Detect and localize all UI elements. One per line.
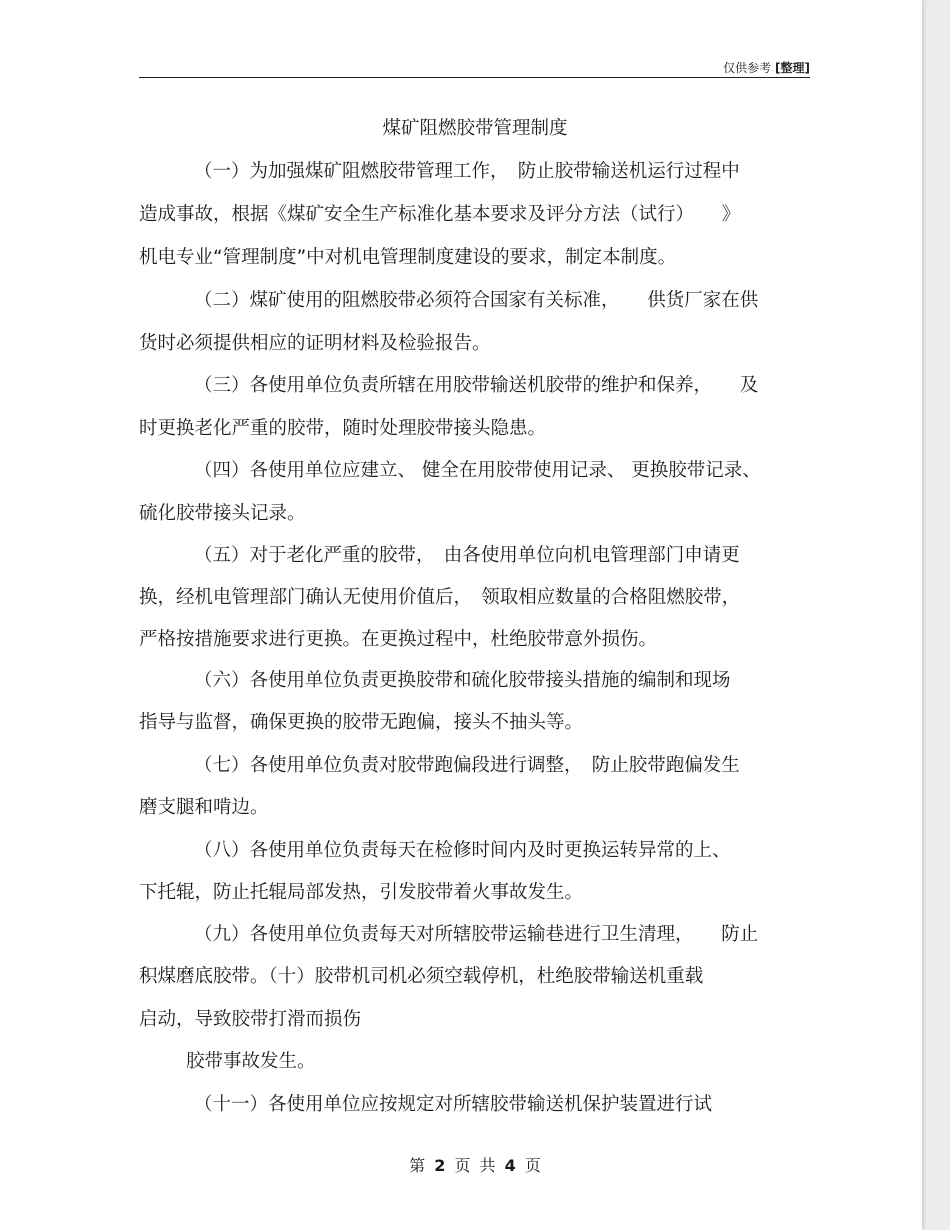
footer-mid: 页 共 <box>454 1156 496 1175</box>
header-note: 仅供参考 <box>723 61 772 75</box>
text-line: 货时必须提供相应的证明材料及检验报告。 <box>139 333 491 354</box>
text-line: （八）各使用单位负责每天在检修时间内及时更换运转异常的上、 <box>194 840 731 861</box>
text-line: （六）各使用单位负责更换胶带和硫化胶带接头措施的编制和现场 <box>194 670 731 691</box>
text-line: 启动，导致胶带打滑而损伤 <box>139 1009 362 1030</box>
text-line: （四）各使用单位应建立、 健全在用胶带使用记录、 更换胶带记录、 <box>194 460 761 481</box>
text-line: 积煤磨底胶带。（十）胶带机司机必须空载停机，杜绝胶带输送机重载 <box>139 966 704 987</box>
text-line: 造成事故，根据《煤矿安全生产标准化基本要求及评分方法（试行） 》 <box>139 204 741 225</box>
header-label <box>723 59 810 76</box>
text-line: 指导与监督，确保更换的胶带无跑偏，接头不抽头等。 <box>139 712 584 733</box>
header-tag: [整理] <box>775 61 810 75</box>
text-line: 硫化胶带接头记录。 <box>139 503 306 524</box>
text-line: （五）对于老化严重的胶带， 由各使用单位向机电管理部门申请更 <box>194 545 740 566</box>
page-header <box>139 57 810 78</box>
text-line: （一）为加强煤矿阻燃胶带管理工作， 防止胶带输送机运行过程中 <box>194 161 740 182</box>
text-line: （二）煤矿使用的阻燃胶带必须符合国家有关标准， 供货厂家在供 <box>194 290 759 311</box>
text-line: 严格按措施要求进行更换。在更换过程中，杜绝胶带意外损伤。 <box>139 629 658 650</box>
text-line: 时更换老化严重的胶带，随时处理胶带接头隐患。 <box>139 418 547 439</box>
footer-suffix: 页 <box>524 1156 541 1175</box>
text-line: 胶带事故发生。 <box>186 1051 316 1072</box>
document-title: 煤矿阻燃胶带管理制度 <box>382 118 568 139</box>
text-line: （九）各使用单位负责每天对所辖胶带运输巷进行卫生清理， 防止 <box>194 924 759 945</box>
text-line: 下托辊，防止托辊局部发热，引发胶带着火事故发生。 <box>139 882 584 903</box>
text-line: 磨支腿和啃边。 <box>139 797 269 818</box>
text-line: （三）各使用单位负责所辖在用胶带输送机胶带的维护和保养， 及 <box>194 375 759 396</box>
text-line: 机电专业“管理制度”中对机电管理制度建设的要求，制定本制度。 <box>139 247 677 268</box>
current-page-number: 2 <box>434 1156 446 1175</box>
footer-prefix: 第 <box>409 1156 426 1175</box>
text-line: 换，经机电管理部门确认无使用价值后， 领取相应数量的合格阻燃胶带， <box>139 587 741 608</box>
text-line: （七）各使用单位负责对胶带跑偏段进行调整， 防止胶带跑偏发生 <box>194 755 740 776</box>
text-line: （十一）各使用单位应按规定对所辖胶带输送机保护装置进行试 <box>194 1094 713 1115</box>
total-page-count: 4 <box>504 1156 516 1175</box>
page-footer <box>0 1155 950 1177</box>
